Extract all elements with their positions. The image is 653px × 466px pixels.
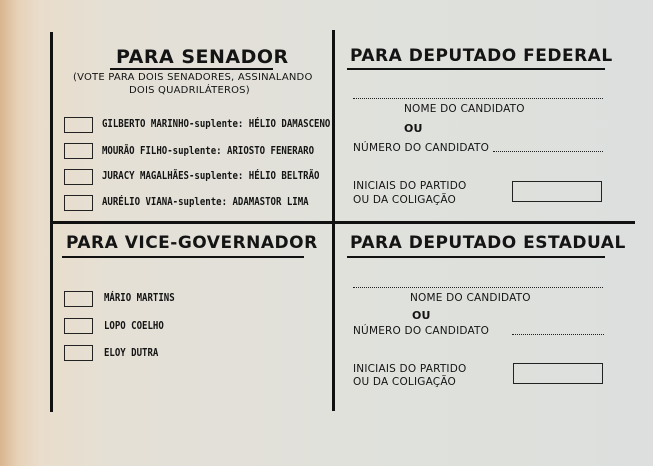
deputado-federal-name-label: NOME DO CANDIDATO xyxy=(404,103,525,115)
deputado-federal-party-label-1: INICIAIS DO PARTIDO xyxy=(353,180,467,192)
deputado-estadual-name-label: NOME DO CANDIDATO xyxy=(410,292,531,304)
deputado-federal-number-label: NÚMERO DO CANDIDATO xyxy=(353,142,490,154)
deputado-federal-party-box[interactable] xyxy=(512,181,602,202)
senador-candidate-3: JURACY MAGALHÃES-suplente: HÉLIO BELTRÃO xyxy=(102,170,320,182)
deputado-federal-number-line[interactable] xyxy=(493,151,603,152)
vice-governador-candidate-1: MÁRIO MARTINS xyxy=(104,292,175,304)
vice-governador-checkbox-1[interactable] xyxy=(64,291,93,307)
senador-checkbox-1[interactable] xyxy=(64,117,93,133)
senador-candidate-2: MOURÃO FILHO-suplente: ARIOSTO FENERARO xyxy=(102,145,315,157)
senador-candidate-4: AURÉLIO VIANA-suplente: ADAMASTOR LIMA xyxy=(102,196,309,208)
deputado-estadual-party-box[interactable] xyxy=(513,363,603,384)
senador-instructions-line2: DOIS QUADRILÁTEROS) xyxy=(129,85,250,96)
deputado-federal-or-label: OU xyxy=(404,122,423,135)
deputado-federal-title: PARA DEPUTADO FEDERAL xyxy=(350,46,613,66)
deputado-federal-party-label-2: OU DA COLIGAÇÃO xyxy=(353,194,456,206)
deputado-federal-title-underline xyxy=(347,68,605,70)
deputado-estadual-title: PARA DEPUTADO ESTADUAL xyxy=(350,233,626,253)
vice-governador-candidate-3: ELOY DUTRA xyxy=(104,347,159,359)
vice-governador-checkbox-2[interactable] xyxy=(64,318,93,334)
deputado-estadual-number-label: NÚMERO DO CANDIDATO xyxy=(353,325,490,337)
vice-governador-title: PARA VICE-GOVERNADOR xyxy=(66,233,318,253)
senador-title-underline xyxy=(110,68,273,70)
deputado-estadual-party-label-2: OU DA COLIGAÇÃO xyxy=(353,376,456,388)
senador-checkbox-2[interactable] xyxy=(64,143,93,159)
deputado-estadual-or-label: OU xyxy=(412,309,431,322)
deputado-estadual-title-underline xyxy=(347,256,605,258)
deputado-estadual-number-line[interactable] xyxy=(512,334,604,335)
vice-governador-title-underline xyxy=(62,256,304,258)
deputado-estadual-party-label-1: INICIAIS DO PARTIDO xyxy=(353,363,467,375)
horizontal-divider-line xyxy=(50,221,635,224)
deputado-federal-name-line[interactable] xyxy=(353,98,603,99)
deputado-estadual-name-line[interactable] xyxy=(353,287,603,288)
senador-candidate-1: GILBERTO MARINHO-suplente: HÉLIO DAMASCENO xyxy=(102,118,331,130)
senador-instructions-line1: (VOTE PARA DOIS SENADORES, ASSINALANDO xyxy=(73,72,313,83)
vice-governador-checkbox-3[interactable] xyxy=(64,345,93,361)
vice-governador-candidate-2: LOPO COELHO xyxy=(104,320,164,332)
senador-title: PARA SENADOR xyxy=(116,46,289,68)
senador-checkbox-3[interactable] xyxy=(64,169,93,185)
senador-checkbox-4[interactable] xyxy=(64,195,93,211)
